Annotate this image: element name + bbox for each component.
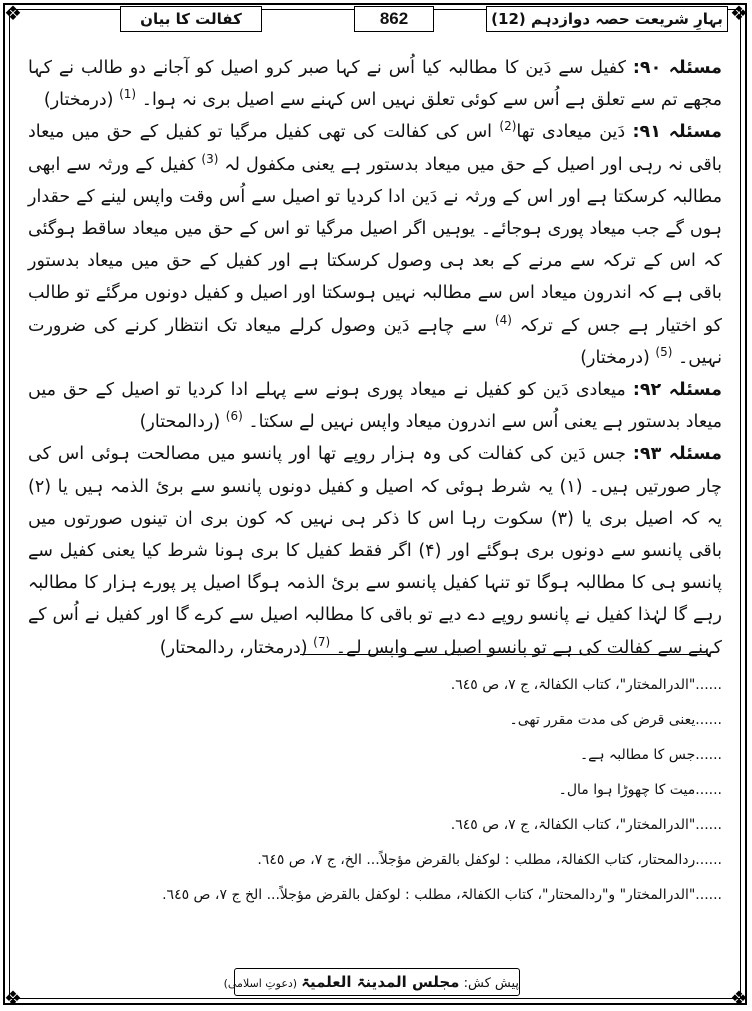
footnote-item: ......میت کا چھوڑا ہوا مال۔: [558, 782, 722, 798]
masala-text: دَین میعادی تھا: [516, 122, 626, 143]
publisher-name: مجلس المدینۃ العلمیۃ: [301, 973, 460, 991]
main-text: [28, 52, 722, 664]
footnote-separator: [300, 654, 710, 655]
footnote-ref[interactable]: (6): [225, 409, 243, 424]
masala-text: کفیل سے دَین کا مطالبہ کیا اُس نے کہا صبر کرو اصیل کو آجانے دو طالب نے کہا مجھے تم سے تعلق ہے اُس سے کوئی تعلق نہیں اس کہنے سے اصیل بری نہ ہوا۔: [28, 58, 722, 111]
corner-ornament-icon: ❖: [4, 1, 22, 25]
masala-label: مسئلہ ۹۲:: [632, 380, 722, 401]
footnote-ref[interactable]: (1): [119, 87, 137, 102]
source-citation: (درمختار): [580, 347, 650, 368]
masala-label: مسئلہ ۹۰:: [632, 58, 722, 78]
footnote-ref[interactable]: (4): [494, 312, 512, 327]
publisher-subtitle: (دعوتِ اسلامی): [223, 977, 298, 990]
footnote-item: ......"الدرالمختار"، کتاب الکفالۃ، ج ۷، ص ٦٤٥.: [450, 677, 722, 693]
masala-91: [28, 116, 722, 374]
footnote-item: ......"الدرالمختار" و"ردالمحتار"، کتاب الکفالۃ، مطلب : لوکفل بالقرض مؤجلاً... الخ ج ۷، ص ٦٤٥.: [162, 887, 722, 903]
footnotes: [150, 668, 722, 913]
footer-prefix: پیش کش:: [463, 976, 519, 991]
masala-text: میعادی دَین کو کفیل نے میعاد پوری ہونے سے پہلے ادا کردیا تو اصیل کے حق میں میعاد بدستور ہے یعنی اُس سے اندرون میعاد واپس نہیں لے سکتا۔: [28, 380, 722, 433]
source-citation: (ردالمحتار): [139, 412, 221, 433]
masala-text: جس دَین کی کفالت کی وہ ہزار روپے تھا اور پانسو میں مصالحت ہوئی اس کی چار صورتیں ہیں۔ (۱) یہ شرط ہوئی کہ اصیل و کفیل دونوں پانسو سے بریٔ الذمہ ہیں یا (۲) یہ کہ اصیل بری یا (۳) سکوت رہا اس کا ذکر ہی نہیں کہ کون بری ان تینوں صورتوں میں باقی پانسو سے دونوں بری ہوگئے اور (۴) اگر فقط کفیل کا بری ہونا شرط کیا یعنی کفیل سے پانسو ہی کا مطالبہ ہوگا تو تنہا کفیل پانسو سے بریٔ الذمہ ہوگا اصیل پر پورے ہزار کا مطالبہ رہے گا لہٰذا کفیل نے پانسو روپے دے دیے تو باقی کا مطالبہ اصیل سے کرے گا اور کفیل نے اُس کے کہنے سے کفالت کی ہے تو پانسو اصیل سے واپس لے۔: [28, 444, 723, 658]
masala-90: [28, 52, 722, 116]
footnote-item: ......"الدرالمختار"، کتاب الکفالۃ، ج ۷، ص ٦٤٥.: [450, 817, 722, 833]
footnote-item: ......یعنی قرض کی مدت مقرر تھی۔: [509, 712, 722, 728]
source-citation: (درمختار، ردالمحتار): [159, 637, 308, 658]
corner-ornament-icon: ❖: [4, 986, 22, 1010]
masala-text: کفیل کے ورثہ سے ابھی مطالبہ کرسکتا ہے اور اس کے ورثہ نے دَین ادا کردیا تو اصیل سے اُس وقت واپس لینے کے حقدار ہوں گے جب میعاد پوری ہوجائے۔ یوہیں اگر اصیل مرگیا تو اس کے حق میں میعاد ساقط ہوگئی کہ اس کے ترکہ سے مرنے کے بعد ہی وصول کرسکتا ہے اور کفیل کے حق میں میعاد بدستور باقی ہے کہ اندرون میعاد اس سے مطالبہ نہیں ہوسکتا اور اصیل و کفیل دونوں مرگئے تو طالب کو اختیار ہے جس کے ترکہ: [28, 154, 722, 336]
footnote-ref[interactable]: (3): [201, 151, 219, 166]
footnote-item: ......ردالمحتار، کتاب الکفالۃ، مطلب : لوکفل بالقرض مؤجلاً... الخ، ج ۷، ص ٦٤٥.: [257, 852, 722, 868]
footnote-ref[interactable]: (5): [655, 345, 673, 359]
page-header: [24, 6, 728, 32]
publisher-footer: [223, 968, 520, 996]
book-title: بہارِ شریعت حصہ دوازدہم (12): [486, 6, 728, 32]
masala-92: [28, 374, 722, 438]
masala-label: مسئلہ ۹۳:: [632, 444, 722, 465]
chapter-title: کفالت کا بیان: [120, 6, 262, 32]
source-citation: (درمختار): [43, 90, 114, 111]
masala-93: [28, 438, 722, 663]
footnote-ref[interactable]: (7): [313, 634, 331, 649]
masala-label: مسئلہ ۹۱:: [632, 122, 722, 143]
masala-text: سے چاہے دَین وصول کرلے میعاد تک انتظار کرنے کی ضرورت نہیں۔: [28, 315, 722, 368]
masala-text: اس کی کفالت کی تھی کفیل مرگیا تو کفیل کے حق میں میعاد باقی نہ رہی اور اصیل کے حق میں میعاد بدستور ہے یعنی مکفول لہ: [28, 122, 722, 175]
corner-ornament-icon: ❖: [730, 1, 748, 25]
footnote-ref[interactable]: (2): [499, 119, 517, 134]
footnote-item: ......جس کا مطالبہ ہے۔: [579, 747, 722, 763]
page-number: 862: [354, 6, 434, 32]
corner-ornament-icon: ❖: [730, 986, 748, 1010]
